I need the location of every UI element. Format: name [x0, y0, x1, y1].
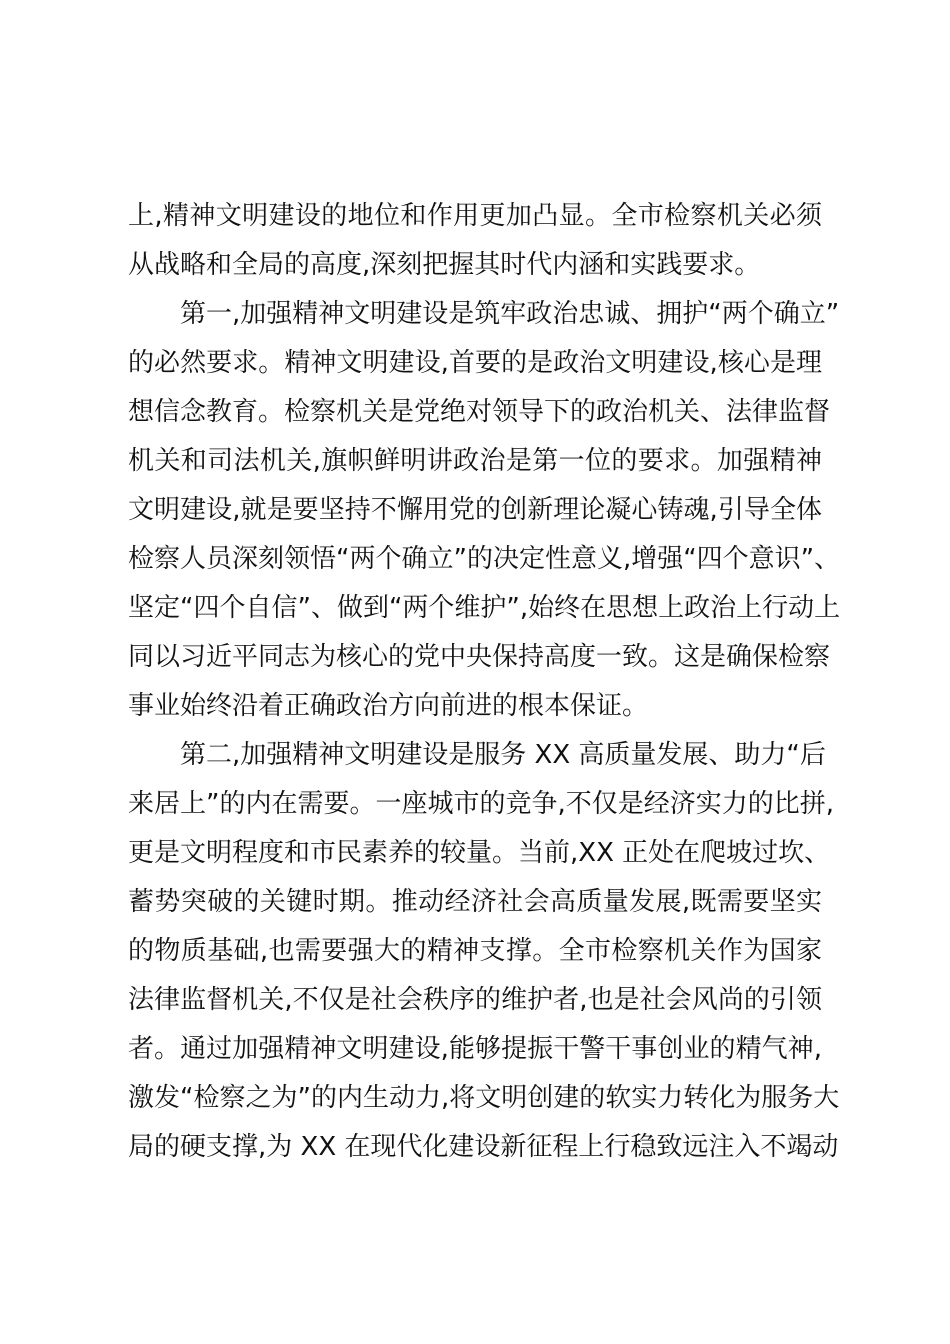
- text-line: 者。通过加强精神文明建设,能够提振干警干事创业的精气神,: [128, 1034, 822, 1064]
- text-line: 来居上”的内在需要。一座城市的竞争,不仅是经济实力的比拼,: [128, 789, 834, 819]
- document-page-body: [128, 192, 841, 1172]
- text-line: 坚定“四个自信”、做到“两个维护”,始终在思想上政治上行动上: [128, 593, 841, 623]
- text-line: 同以习近平同志为核心的党中央保持高度一致。这是确保检察: [128, 642, 831, 672]
- text-line: 从战略和全局的高度,深刻把握其时代内涵和实践要求。: [128, 250, 761, 280]
- paragraph: [128, 731, 840, 1172]
- text-line: 法律监督机关,不仅是社会秩序的维护者,也是社会风尚的引领: [128, 985, 822, 1015]
- text-line: 激发“检察之为”的内生动力,将文明创建的软实力转化为服务大: [128, 1083, 840, 1113]
- text-line: 机关和司法机关,旗帜鲜明讲政治是第一位的要求。加强精神: [128, 446, 822, 476]
- text-line: 上,精神文明建设的地位和作用更加凸显。全市检察机关必须: [128, 201, 822, 231]
- text-line: 蓄势突破的关键时期。推动经济社会高质量发展,既需要坚实: [128, 887, 822, 917]
- text-line: 想信念教育。检察机关是党绝对领导下的政治机关、法律监督: [128, 397, 831, 427]
- text-line: 第一,加强精神文明建设是筑牢政治忠诚、拥护“两个确立”: [180, 299, 840, 329]
- text-line: 的物质基础,也需要强大的精神支撑。全市检察机关作为国家: [128, 936, 822, 966]
- text-line: 文明建设,就是要坚持不懈用党的创新理论凝心铸魂,引导全体: [128, 495, 822, 525]
- text-line: 第二,加强精神文明建设是服务 XX 高质量发展、助力“后: [180, 740, 826, 770]
- text-line: 事业始终沿着正确政治方向前进的根本保证。: [128, 691, 649, 721]
- text-line: 更是文明程度和市民素养的较量。当前,XX 正处在爬坡过坎、: [128, 838, 831, 868]
- paragraph: [128, 290, 841, 731]
- text-line: 检察人员深刻领悟“两个确立”的决定性意义,增强“四个意识”、: [128, 544, 841, 574]
- text-line: 的必然要求。精神文明建设,首要的是政治文明建设,核心是理: [128, 348, 822, 378]
- paragraph: [128, 192, 822, 290]
- text-line: 局的硬支撑,为 XX 在现代化建设新征程上行稳致远注入不竭动: [128, 1132, 839, 1162]
